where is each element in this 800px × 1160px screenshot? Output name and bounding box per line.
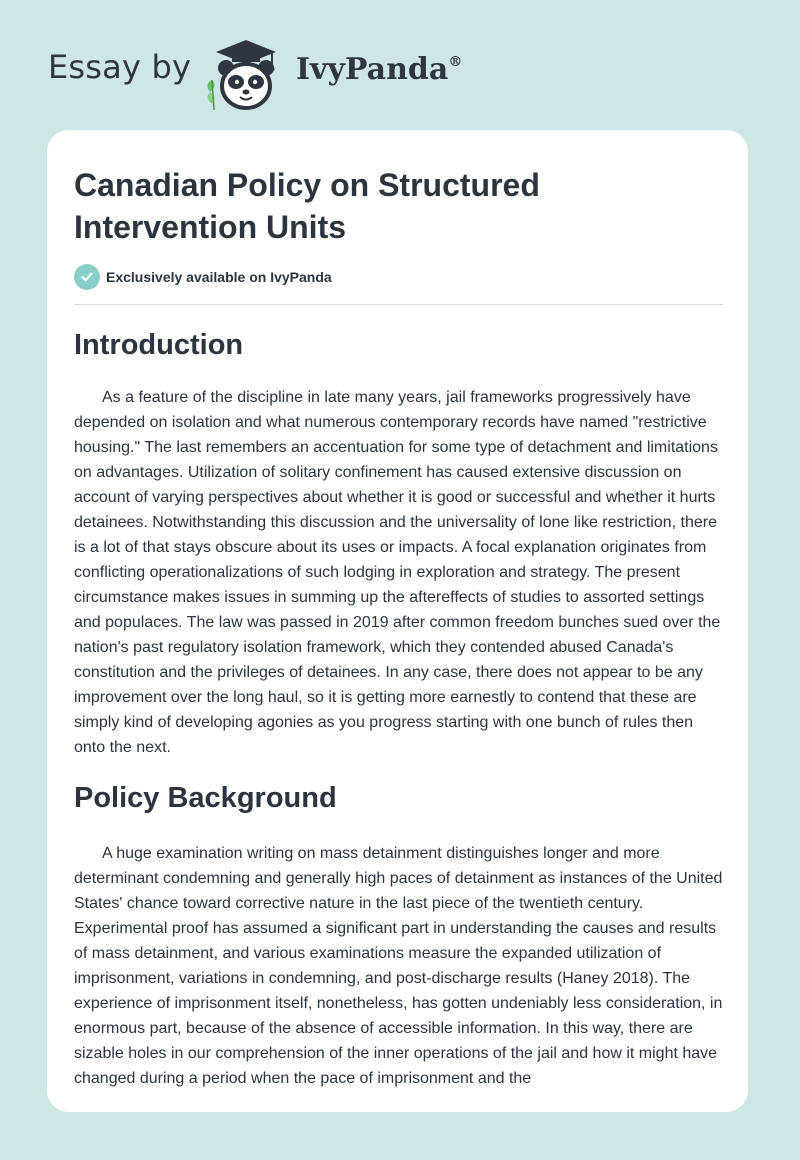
divider [74, 304, 723, 305]
section-heading: Introduction [74, 329, 244, 361]
section-policy-background [74, 780, 723, 1091]
section-introduction [74, 327, 723, 760]
panda-graduate-icon[interactable] [202, 34, 294, 114]
brand-name[interactable] [296, 52, 462, 87]
exclusive-badge [74, 264, 723, 290]
section-paragraph: As a feature of the discipline in late many years, jail frameworks progressively have depended on isolation and what numerous contemporary records have named "restrictive housing." The last remembers an accentuation for some type of detachment and limitations on advantages. Utilization of solitary confinement has caused extensive discussion on account of varying perspectives about whether it is good or successful and whether it hurts detainees. Notwithstanding this discussion and the universality of lone like restriction, there is a lot of that stays obscure about its uses or impacts. A focal explanation originates from conflicting operationalizations of such lodging in exploration and strategy. The present circumstance makes issues in summing up the aftereffects of studies to assorted settings and populaces. The law was passed in 2019 after common freedom bunches sued over the nation's past regulatory isolation framework, which they contended abused Canada's constitution and the privileges of detainees. In any case, there does not appear to be any improvement over the long haul, so it is getting more earnestly to contend that these are simply kind of developing agonies as you progress starting with one bunch of rules then onto the next. [74, 389, 721, 756]
brand-name-text: IvyPanda [296, 52, 449, 87]
exclusive-badge-label: Exclusively available on IvyPanda [106, 269, 332, 285]
article-content [74, 164, 723, 1091]
section-paragraph: A huge examination writing on mass detainment distinguishes longer and more determinant condemning and generally high paces of detainment as instances of the United States' chance toward corrective nature in the last piece of the twentieth century. Experimental proof has assumed a significant part in understanding the causes and results of mass detainment, and various examinations measure the expanded utilization of imprisonment, variations in condemning, and post-discharge results (Haney 2018). The experience of imprisonment itself, nonetheless, has gotten undeniably less consideration, in enormous part, because of the absence of accessible information. In this way, there are sizable holes in our comprehension of the inner operations of the jail and how it might have changed during a period when the pace of imprisonment and the [74, 845, 723, 1087]
section-heading: Policy Background [74, 782, 337, 814]
page-title: Canadian Policy on Structured Intervention Units [74, 167, 540, 245]
article-card [47, 130, 748, 1112]
site-header [48, 30, 752, 110]
check-icon [74, 264, 100, 290]
registered-mark: ® [448, 54, 463, 70]
essay-by-label: Essay by [48, 48, 192, 86]
